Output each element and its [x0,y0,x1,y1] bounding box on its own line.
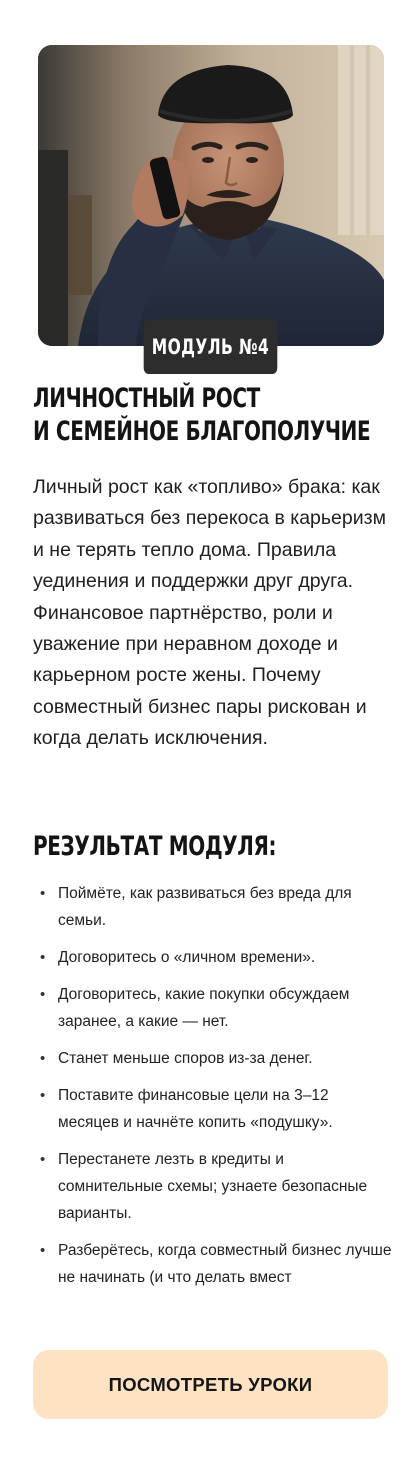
bullet-icon: • [40,986,46,1003]
result-item [40,944,392,971]
result-item [40,1146,392,1227]
result-text: Договоритесь, какие покупки обсуждаем заранее, а какие — нет. [58,986,350,1030]
result-text: Поймёте, как развиваться без вреда для семьи. [58,885,352,929]
view-lessons-button[interactable]: ПОСМОТРЕТЬ УРОКИ [33,1350,388,1419]
module-title-line-2: И СЕМЕЙНОЕ БЛАГОПОЛУЧИЕ [33,416,371,447]
result-item [40,880,392,934]
result-item [40,1237,392,1291]
module-title [33,382,371,448]
bullet-icon: • [40,885,46,902]
result-item [40,1082,392,1136]
bullet-icon: • [40,949,46,966]
result-text: Договоритесь о «личном времени». [58,949,316,966]
module-title-line-1: ЛИЧНОСТНЫЙ РОСТ [33,383,260,414]
result-heading: РЕЗУЛЬТАТ МОДУЛЯ: [33,831,277,862]
bullet-icon: • [40,1087,46,1104]
result-text: Станет меньше споров из-за денег. [58,1050,313,1067]
bullet-icon: • [40,1242,46,1259]
man-on-phone-illustration [38,45,384,346]
module-hero-image [38,45,384,346]
result-text: Поставите финансовые цели на 3–12 месяцев и начнёте копить «подушку». [58,1087,333,1131]
results-list [40,880,392,1301]
result-item [40,1045,392,1072]
result-text: Разберётесь, когда совместный бизнес лучше не начинать (и что делать вмест [58,1242,392,1286]
bullet-icon: • [40,1050,46,1067]
module-description: Личный рост как «топливо» брака: как развиваться без перекоса в карьеризм и не терять тепло дома. Правила уединения и поддержки друг друга. Финансовое партнёрство, роли и уважение при неравном доходе и карьерном росте жены. Почему совместный бизнес пары рискован и когда делать исключения. [33,476,386,750]
result-item [40,981,392,1035]
module-number-badge: МОДУЛЬ №4 [144,319,278,374]
bullet-icon: • [40,1151,46,1168]
result-text: Перестанете лезть в кредиты и сомнительные схемы; узнаете безопасные варианты. [58,1151,368,1222]
